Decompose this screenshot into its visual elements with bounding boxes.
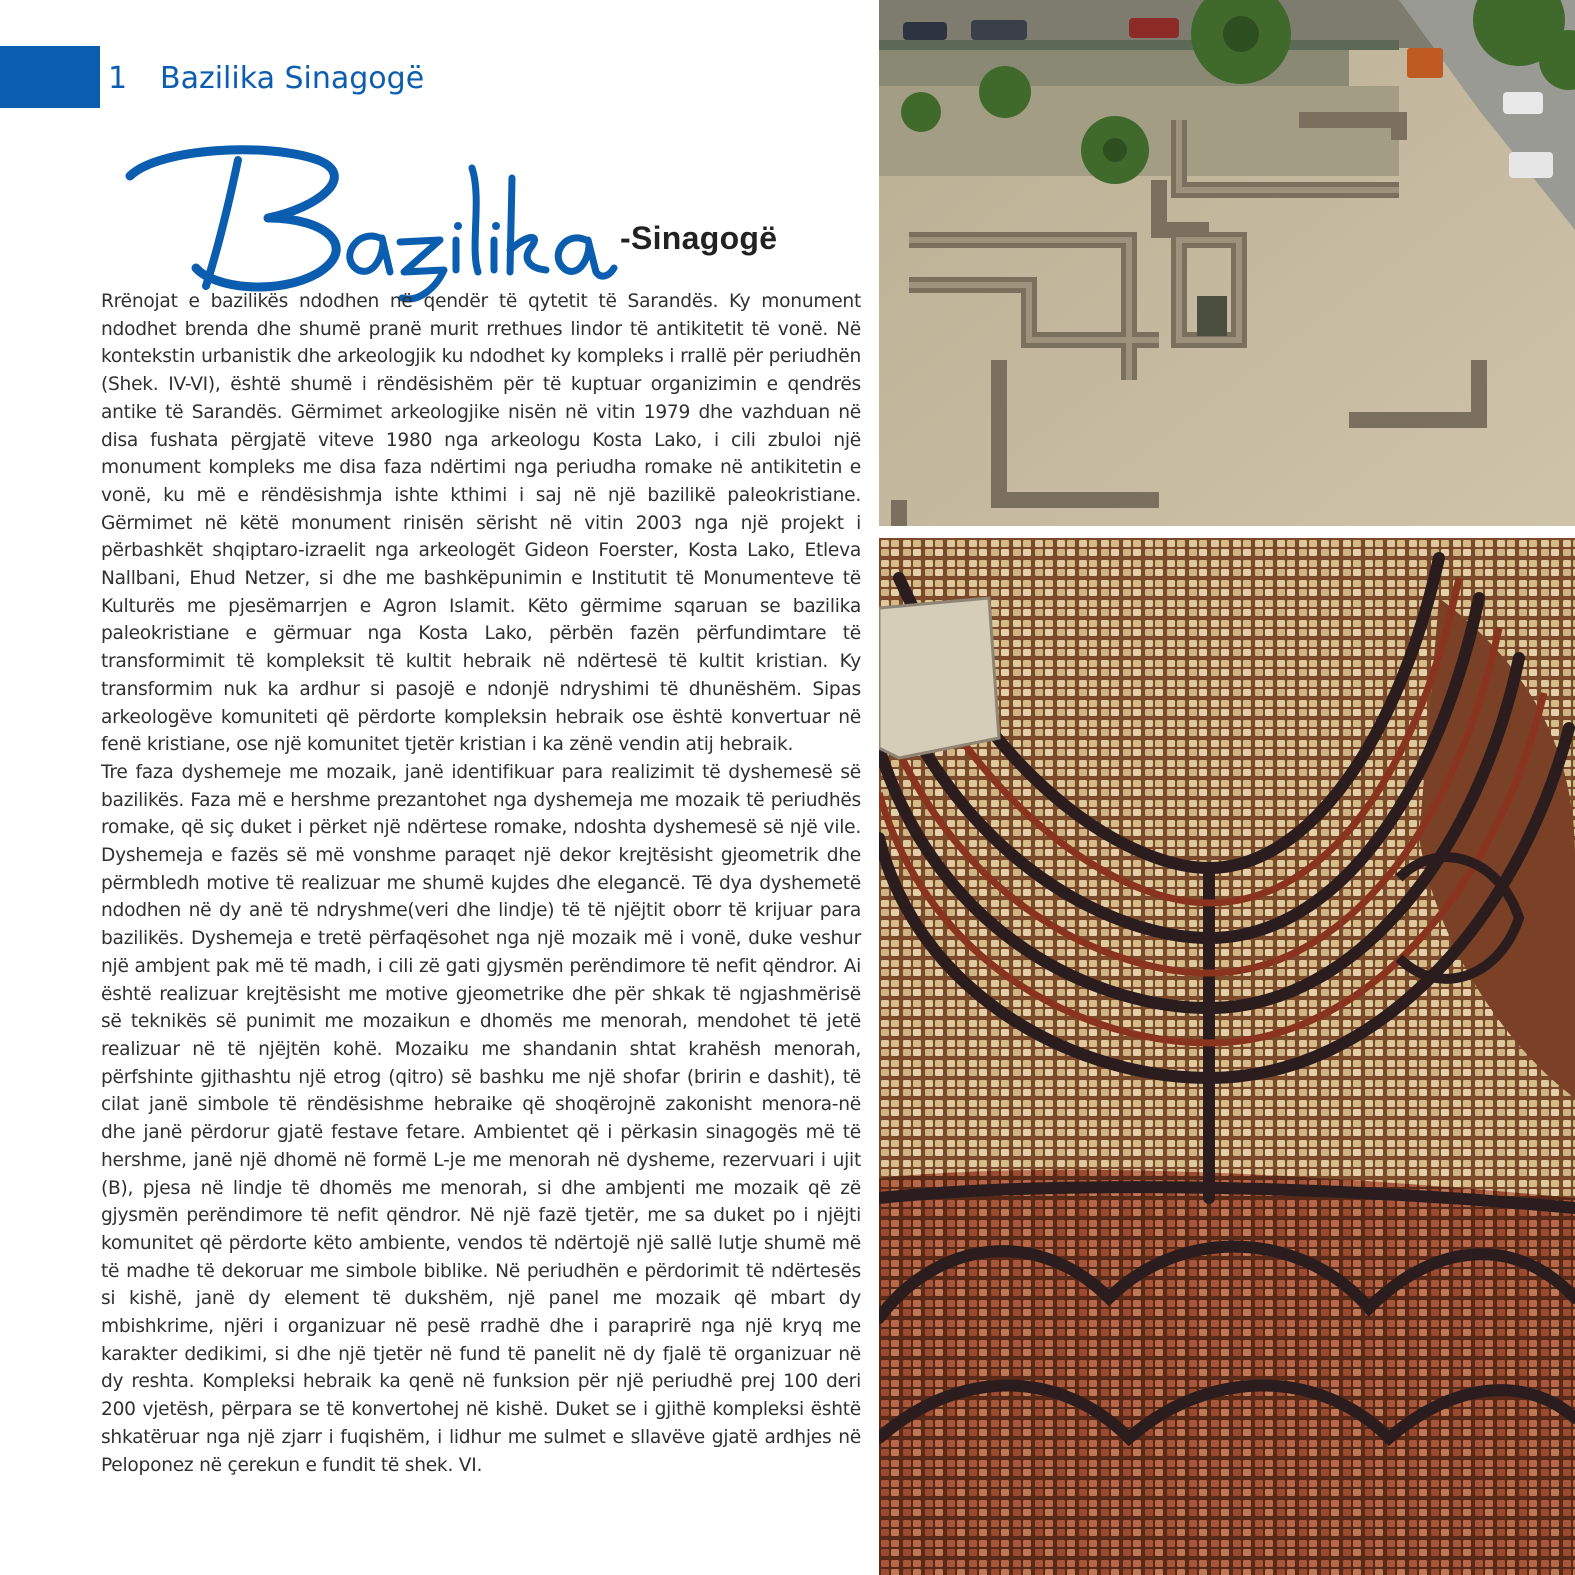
page-number: 1	[108, 60, 128, 96]
title-script-lettering	[118, 138, 618, 308]
article-paragraph-2: Tre faza dyshemeje me mozaik, janë identifikuar para realizimit të dyshemesë së bazilikës. Faza më e hershme prezantohet nga dyshemeja me mozaik të periudhës romake, që siç duket i përket një ndërtese romake, ndoshta dyshemesë së një vile. Dyshemeja e fazës së më vonshme paraqet një dekor krejtësisht gjeometrik dhe përmbledh motive të realizuar me shumë kujdes dhe elegancë. Të dya dyshemetë ndodhen në dy anë të ndryshme(veri dhe lindje) të të njëjtit oborr të krijuar para bazilikës. Dyshemeja e tretë përfaqësohet nga një mozaik më i vonë, duke veshur një ambjent pak më të madh, i cili zë gati gjysmën perëndimore të nefit qëndror. Ai është realizuar krejtësisht me motive gjeometrike dhe për shkak të ngjashmërisë së teknikës së punimit me mozaikun e dhomës me menorah, mendohet të jetë realizuar në të njëjtën kohë. Mozaiku me shandanin shtat krahësh menorah, përfshinte gjithashtu një etrog (qitro) së bashku me një shofar (bririn e dashit), të cilat janë simbole të rëndësishme hebraike që shoqërojnë zakonisht menora-në dhe janë përdorur gjatë festave fetare. Ambientet që i përkasin sinagogës më të hershme, janë një dhomë në formë L-je me menorah në dysheme, rezervuari i ujit (B), pjesa në lindje të dhomës me menorah, si dhe ambjenti me mozaik që zë gjysmën perëndimore të nefit qëndror. Në një fazë tjetër, me sa duket po i njëjti komunitet që përdorte këto ambiente, vendos të ndërtojë një sallë lutje shumë më të madhe të dekoruar me simbole biblike. Në periudhën e përdorimit të ndërtesës si kishë, janë dy element të dukshëm, një panel me mozaik që mbart dy mbishkrime, njëri i organizuar në pesë rradhë dhe i paraprirë nga një kryq me karakter dedikimi, si dhe një tjetër në fund të panelit në dy fjalë të organizuar në dy reshta. Kompleksi hebraik ka qenë në funksion për një periudhë prej 100 deri 200 vjetësh, përpara se të konvertohej në kishë. Duket se i gjithë kompleksi është shkatëruar nga një zjarr i fuqishëm, i lidhur me sulmet e sllavëve gjatë ardhjes në Peloponez në çerekun e fundit të shek. VI.	[101, 761, 861, 1476]
page-header	[108, 58, 424, 98]
page-title	[118, 138, 818, 308]
aerial-ruins-photo	[879, 0, 1575, 526]
title-subtitle: -Sinagogë	[620, 220, 778, 256]
section-color-bar	[0, 46, 100, 108]
article-body	[101, 288, 861, 1479]
menorah-mosaic-photo	[879, 538, 1575, 1575]
section-title: Bazilika Sinagogë	[160, 60, 425, 96]
article-paragraph-1: Rrënojat e bazilikës ndodhen në qendër të qytetit të Sarandës. Ky monument ndodhet brenda dhe shumë pranë murit rrethues lindor të antikitetit të vonë. Në kontekstin urbanistik dhe arkeologjik ku ndodhet ky kompleks i rrallë për periudhën (Shek. IV-VI), është shumë i rëndësishëm për të kuptuar organizimin e qendrës antike të Sarandës. Gërmimet arkeologjike nisën në vitin 1979 dhe vazhduan në disa fushata përgjatë viteve 1980 nga arkeologu Kosta Lako, i cili zbuloi një monument kompleks me disa faza ndërtimi nga periudha romake në antikitetin e vonë, ku më e rëndësishmja ishte kthimi i saj në një bazilikë paleokristiane. Gërmimet në këtë monument rinisën sërisht në vitin 2003 nga një projekt i përbashkët shqiptaro-izraelit nga arkeologët Gideon Foerster, Kosta Lako, Etleva Nallbani, Ehud Netzer, si dhe me bashkëpunimin e Institutit të Monumenteve të Kulturës me pjesëmarrjen e Agron Islamit. Këto gërmime sqaruan se bazilika paleokristiane e gërmuar nga Kosta Lako, përbën fazën përfundimtare të transformimit të kompleksit të kultit hebraik në ndërtesë të kultit kristian. Ky transformim nuk ka ardhur si pasojë e ndonjë ndryshimi të dhunëshëm. Sipas arkeologëve komuniteti që përdorte kompleksin hebraik ose është konvertuar në fenë kristiane, ose një komunitet tjetër kristian i ka zënë vendin atij hebraik.	[101, 291, 861, 756]
